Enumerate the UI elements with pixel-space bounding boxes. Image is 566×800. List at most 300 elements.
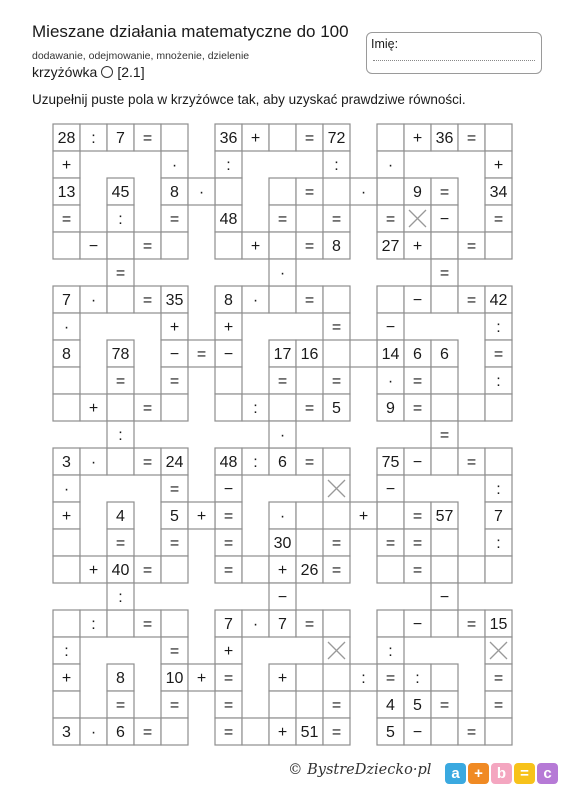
puzzle-cell-r1c1 (80, 124, 107, 151)
cell-value: = (493, 697, 504, 714)
cell-value: 48 (219, 211, 238, 228)
puzzle-cell-r1c3 (485, 205, 512, 232)
cell-value: = (169, 535, 180, 552)
puzzle-cell-r4c1 (134, 610, 161, 637)
puzzle-cell-r4c2 (215, 637, 242, 664)
puzzle-cell-r4c3[interactable] (377, 610, 404, 637)
puzzle-cell-r2c1[interactable] (53, 367, 80, 394)
cell-value: = (142, 400, 153, 417)
cell-value: − (439, 211, 450, 228)
puzzle-cell-r1c1[interactable] (53, 232, 80, 259)
cell-value: = (493, 670, 504, 687)
puzzle-cell-r4c1[interactable] (53, 691, 80, 718)
puzzle-cell-r1c3 (458, 124, 485, 151)
cell-value: + (358, 508, 369, 525)
cell-value: = (331, 373, 342, 390)
puzzle-cell-r3c3 (377, 529, 404, 556)
puzzle-cell-r3c2 (215, 475, 242, 502)
puzzle-cell-r2c3[interactable] (458, 394, 485, 421)
puzzle-cell-r4c2 (242, 610, 269, 637)
puzzle-cell-r4c1[interactable] (107, 610, 134, 637)
puzzle-cell-r1c3 (485, 151, 512, 178)
puzzle-cell-r1c2[interactable] (215, 232, 242, 259)
puzzle-cell-r1c2[interactable] (269, 178, 296, 205)
puzzle-cell-r1c2[interactable] (269, 124, 296, 151)
cell-value: : (334, 157, 339, 174)
puzzle-cell-r3c1[interactable] (107, 448, 134, 475)
puzzle-cell-r1c1[interactable] (107, 232, 134, 259)
puzzle-cell-r1c2 (323, 124, 350, 151)
cell-value: = (439, 697, 450, 714)
puzzle-cell-r2c2[interactable] (269, 286, 296, 313)
cell-value: 15 (489, 616, 508, 633)
cell-value: + (61, 670, 72, 687)
puzzle-cell-r3c1 (53, 475, 80, 502)
cell-value: · (279, 427, 286, 444)
puzzle-cell-r1c1[interactable] (161, 232, 188, 259)
cell-value: = (169, 481, 180, 498)
cell-value: 3 (62, 454, 71, 471)
cell-value: + (412, 238, 423, 255)
cell-box (296, 502, 323, 529)
puzzle-cell-r2c1 (107, 340, 134, 367)
cell-value: + (88, 400, 99, 417)
cell-value: : (361, 670, 366, 687)
puzzle-cell-r2c3 (377, 340, 404, 367)
puzzle-cell-r4c1 (53, 664, 80, 691)
cell-value: = (466, 130, 477, 147)
cell-value: = (304, 292, 315, 309)
puzzle-cell-r1c3[interactable] (485, 232, 512, 259)
cell-box (161, 610, 188, 637)
cell-value: + (250, 130, 261, 147)
cell-box (53, 529, 80, 556)
cell-value: 4 (386, 697, 395, 714)
puzzle-cell-r4c1 (107, 718, 134, 745)
cell-box (269, 178, 296, 205)
puzzle-cell-r2c3 (377, 394, 404, 421)
cell-box (485, 394, 512, 421)
puzzle-cell-r1c1 (53, 151, 80, 178)
cell-box (431, 286, 458, 313)
cell-value: = (304, 454, 315, 471)
cell-box (161, 394, 188, 421)
cell-value: + (61, 508, 72, 525)
connector-cell-v (269, 583, 296, 610)
puzzle-cell-r2c2[interactable] (323, 286, 350, 313)
puzzle-cell-r2c2 (296, 394, 323, 421)
puzzle-cell-r3c3 (404, 502, 431, 529)
puzzle-cell-r1c1[interactable] (161, 124, 188, 151)
cell-value: = (223, 562, 234, 579)
cell-value: 75 (381, 454, 400, 471)
puzzle-cell-r2c1 (53, 313, 80, 340)
puzzle-cell-r2c3 (377, 367, 404, 394)
puzzle-cell-r3c1[interactable] (53, 556, 80, 583)
cell-value: + (277, 724, 288, 741)
cell-value: · (198, 184, 205, 201)
cell-value: : (496, 535, 501, 552)
cell-value: : (253, 454, 258, 471)
cell-value: · (360, 184, 367, 201)
cell-box (53, 367, 80, 394)
puzzle-cell-r4c2[interactable] (296, 664, 323, 691)
cell-value: − (277, 589, 288, 606)
cell-value: · (90, 454, 97, 471)
cell-value: = (115, 373, 126, 390)
puzzle-cell-r3c1 (134, 556, 161, 583)
puzzle-cell-r4c3 (458, 718, 485, 745)
puzzle-cell-r2c2[interactable] (215, 367, 242, 394)
puzzle-cell-r3c3[interactable] (377, 556, 404, 583)
puzzle-cell-r4c2[interactable] (242, 718, 269, 745)
cell-value: 16 (300, 346, 319, 363)
connector-cell-v (107, 259, 134, 286)
puzzle-cell-r4c3 (458, 610, 485, 637)
cell-value: = (466, 454, 477, 471)
cell-box (377, 178, 404, 205)
cell-box (269, 394, 296, 421)
puzzle-cell-r3c3 (485, 502, 512, 529)
cell-box (431, 556, 458, 583)
puzzle-cell-r2c3[interactable] (431, 367, 458, 394)
cell-value: · (90, 292, 97, 309)
cell-value: − (412, 724, 423, 741)
cell-box (53, 556, 80, 583)
puzzle-cell-r3c1 (161, 529, 188, 556)
puzzle-cell-r1c2 (296, 178, 323, 205)
puzzle-cell-r4c2[interactable] (323, 610, 350, 637)
puzzle-cell-r4c2[interactable] (269, 691, 296, 718)
puzzle-cell-r4c3[interactable] (431, 718, 458, 745)
puzzle-cell-r2c3 (485, 340, 512, 367)
puzzle-cell-r2c3 (377, 313, 404, 340)
puzzle-cell-r3c3[interactable] (431, 556, 458, 583)
cell-box (53, 691, 80, 718)
puzzle-cell-r1c2 (215, 151, 242, 178)
cell-value: 7 (116, 130, 125, 147)
cell-value: 40 (111, 562, 130, 579)
cell-value: = (61, 211, 72, 228)
puzzle-cell-r4c1[interactable] (161, 610, 188, 637)
cell-box (485, 556, 512, 583)
cell-value: : (496, 373, 501, 390)
puzzle-cell-r1c3 (377, 205, 404, 232)
puzzle-cell-r2c2 (296, 340, 323, 367)
cell-value: = (331, 211, 342, 228)
cell-value: = (277, 211, 288, 228)
cell-value: 24 (165, 454, 184, 471)
puzzle-cell-r1c2 (296, 124, 323, 151)
puzzle-cell-r4c2 (296, 718, 323, 745)
cell-value: 5 (170, 508, 179, 525)
puzzle-cell-r4c3[interactable] (431, 664, 458, 691)
connector-cell-h (188, 502, 215, 529)
puzzle-cell-r4c2 (269, 610, 296, 637)
puzzle-cell-r3c2 (215, 529, 242, 556)
puzzle-cell-r2c3[interactable] (377, 286, 404, 313)
cell-value: = (331, 319, 342, 336)
cell-value: + (277, 670, 288, 687)
cell-box (161, 556, 188, 583)
puzzle-cell-r4c1 (80, 718, 107, 745)
puzzle-cell-r3c3[interactable] (485, 556, 512, 583)
cell-value: 17 (273, 346, 292, 363)
cell-value: = (223, 508, 234, 525)
cell-value: = (493, 346, 504, 363)
puzzle-cell-r1c3 (458, 232, 485, 259)
puzzle-cell-r1c3 (404, 124, 431, 151)
puzzle-cell-r1c2 (269, 205, 296, 232)
cell-value: 30 (273, 535, 292, 552)
puzzle-cell-r2c2[interactable] (269, 394, 296, 421)
puzzle-cell-r3c2 (269, 529, 296, 556)
cell-value: : (118, 211, 123, 228)
puzzle-cell-r2c2 (215, 340, 242, 367)
puzzle-cell-r3c3 (485, 475, 512, 502)
puzzle-cell-r4c1 (107, 664, 134, 691)
puzzle-cell-r2c1 (161, 286, 188, 313)
connector-cell-v (269, 421, 296, 448)
puzzle-cell-r1c3 (404, 232, 431, 259)
cell-value: − (385, 319, 396, 336)
cell-value: 72 (327, 130, 346, 147)
puzzle-cell-r1c1 (53, 178, 80, 205)
cell-box (242, 718, 269, 745)
cell-value: = (142, 454, 153, 471)
puzzle-cell-r4c1 (161, 691, 188, 718)
puzzle-cell-r1c3[interactable] (377, 124, 404, 151)
cell-value: 9 (413, 184, 422, 201)
puzzle-cell-r4c3 (485, 691, 512, 718)
cell-value: = (223, 535, 234, 552)
puzzle-cell-r2c2 (215, 286, 242, 313)
name-label: Imię: (371, 37, 399, 51)
puzzle-cell-r2c3 (404, 286, 431, 313)
puzzle-cell-r3c3[interactable] (485, 448, 512, 475)
puzzle-cell-r4c3[interactable] (431, 610, 458, 637)
cell-box (377, 286, 404, 313)
puzzle-cell-r1c3[interactable] (431, 232, 458, 259)
puzzle-cell-r4c2 (269, 664, 296, 691)
cell-value: 42 (489, 292, 508, 309)
cell-value: = (169, 211, 180, 228)
puzzle-cell-r1c3[interactable] (485, 124, 512, 151)
cell-value: : (91, 130, 96, 147)
puzzle-cell-r1c2[interactable] (215, 178, 242, 205)
puzzle-cell-r4c2 (215, 718, 242, 745)
cell-value: = (385, 211, 396, 228)
puzzle-cell-r2c1[interactable] (107, 286, 134, 313)
puzzle-cell-r2c3[interactable] (485, 394, 512, 421)
cell-value: = (304, 400, 315, 417)
puzzle-cell-r4c2 (215, 610, 242, 637)
cell-value: 5 (332, 400, 341, 417)
puzzle-cell-r4c2 (323, 718, 350, 745)
puzzle-cell-r2c1[interactable] (161, 394, 188, 421)
cell-box (107, 448, 134, 475)
cell-value: = (142, 292, 153, 309)
puzzle-cell-r4c2 (323, 691, 350, 718)
cell-value: − (88, 238, 99, 255)
puzzle-cell-r4c2 (215, 691, 242, 718)
cell-value: 34 (489, 184, 508, 201)
puzzle-cell-r2c2 (215, 313, 242, 340)
cell-value: = (115, 265, 126, 282)
cell-value: − (412, 454, 423, 471)
cell-box (431, 610, 458, 637)
cell-box (269, 124, 296, 151)
puzzle-cell-r2c2 (323, 394, 350, 421)
cell-box (269, 232, 296, 259)
connector-cell-h[interactable] (350, 340, 377, 367)
puzzle-cell-r3c3 (377, 475, 404, 502)
cell-box (323, 610, 350, 637)
puzzle-cell-r4c3 (377, 664, 404, 691)
puzzle-cell-r1c3 (377, 232, 404, 259)
cell-value: = (466, 616, 477, 633)
cell-value: : (118, 589, 123, 606)
puzzle-cell-r2c1[interactable] (53, 394, 80, 421)
cell-value: + (61, 157, 72, 174)
puzzle-cell-r1c2[interactable] (269, 232, 296, 259)
puzzle-cell-r3c3[interactable] (431, 529, 458, 556)
cell-value: 36 (435, 130, 454, 147)
brand-badges (445, 763, 558, 784)
cell-box (161, 232, 188, 259)
puzzle-cell-r2c3 (458, 286, 485, 313)
cell-value: 26 (300, 562, 319, 579)
cell-value: : (496, 481, 501, 498)
puzzle-cell-r3c1 (107, 502, 134, 529)
puzzle-cell-r3c3 (458, 448, 485, 475)
cell-box (350, 340, 377, 367)
puzzle-cell-r4c1[interactable] (161, 718, 188, 745)
puzzle-cell-r2c1 (107, 367, 134, 394)
cell-value: 13 (57, 184, 76, 201)
puzzle-cell-r3c2[interactable] (323, 448, 350, 475)
puzzle-cell-r3c2[interactable] (296, 502, 323, 529)
cell-value: − (412, 292, 423, 309)
puzzle-cell-r2c2[interactable] (215, 394, 242, 421)
variant-code: [2.1] (117, 64, 145, 80)
puzzle-cell-r1c2 (323, 232, 350, 259)
puzzle-cell-r1c3 (431, 124, 458, 151)
puzzle-cell-r2c2 (296, 286, 323, 313)
puzzle-cell-r2c3[interactable] (431, 394, 458, 421)
puzzle-cell-r1c1 (161, 205, 188, 232)
puzzle-cell-r1c1 (107, 178, 134, 205)
connector-cell-v (431, 583, 458, 610)
puzzle-cell-r3c3 (377, 448, 404, 475)
cell-box (377, 502, 404, 529)
puzzle-cell-r1c2 (242, 124, 269, 151)
cell-box (161, 718, 188, 745)
cell-value: = (169, 643, 180, 660)
puzzle-cell-r3c3[interactable] (431, 448, 458, 475)
puzzle-cell-r1c1 (107, 205, 134, 232)
cell-value: 27 (381, 238, 400, 255)
connector-cell-v (107, 583, 134, 610)
puzzle-cell-r2c1[interactable] (107, 394, 134, 421)
cell-value: · (63, 481, 70, 498)
puzzle-cell-r3c2 (242, 448, 269, 475)
cell-value: · (63, 319, 70, 336)
cell-box (215, 232, 242, 259)
puzzle-cell-r3c2 (269, 502, 296, 529)
puzzle-cell-r4c3 (404, 718, 431, 745)
cell-value: = (439, 265, 450, 282)
cell-value: 8 (116, 670, 125, 687)
puzzle-cell-r3c2 (323, 529, 350, 556)
puzzle-cell-r3c1 (53, 502, 80, 529)
connector-cell-h (188, 664, 215, 691)
puzzle-cell-r2c3 (404, 394, 431, 421)
cell-box (107, 610, 134, 637)
cell-box (431, 394, 458, 421)
brand-footer: © BystreDziecko·pl (288, 762, 432, 778)
cell-value: · (252, 616, 259, 633)
cell-value: 14 (381, 346, 400, 363)
puzzle-cell-r4c3 (431, 691, 458, 718)
variant-label: krzyżówka (32, 64, 98, 80)
puzzle-cell-r3c2[interactable] (242, 556, 269, 583)
puzzle-cell-r3c1[interactable] (161, 556, 188, 583)
puzzle-cell-r2c1 (161, 313, 188, 340)
puzzle-cell-r4c3 (485, 664, 512, 691)
puzzle-cell-r1c3[interactable] (377, 178, 404, 205)
cell-value: : (415, 670, 420, 687)
badge-b: b (491, 763, 512, 784)
cell-value: = (331, 724, 342, 741)
cell-value: 5 (413, 697, 422, 714)
cell-value: 48 (219, 454, 238, 471)
puzzle-cell-r3c1[interactable] (53, 529, 80, 556)
puzzle-cell-r4c2 (323, 637, 350, 664)
cell-value: 8 (224, 292, 233, 309)
puzzle-cell-r1c2 (215, 124, 242, 151)
puzzle-cell-r4c1 (161, 664, 188, 691)
puzzle-cell-r2c2 (242, 394, 269, 421)
puzzle-cell-r4c3[interactable] (485, 718, 512, 745)
puzzle-cell-r4c1 (53, 637, 80, 664)
puzzle-cell-r3c2 (296, 556, 323, 583)
cell-value: = (223, 670, 234, 687)
puzzle-cell-r3c3[interactable] (377, 502, 404, 529)
cell-box (485, 124, 512, 151)
connector-cell-v (431, 259, 458, 286)
page-subtitle: dodawanie, odejmowanie, mnożenie, dzielenie (32, 50, 250, 62)
cell-value: + (223, 319, 234, 336)
puzzle-cell-r2c2 (323, 367, 350, 394)
puzzle-cell-r2c2 (323, 313, 350, 340)
puzzle-cell-r4c1[interactable] (53, 610, 80, 637)
cell-box (485, 718, 512, 745)
badge-a: a (445, 763, 466, 784)
puzzle-cell-r3c1 (161, 448, 188, 475)
cell-value: 35 (165, 292, 184, 309)
puzzle-cell-r3c1 (107, 529, 134, 556)
puzzle-cell-r2c3[interactable] (431, 286, 458, 313)
puzzle-cell-r3c2 (323, 556, 350, 583)
puzzle-cell-r2c3 (485, 367, 512, 394)
cell-box (215, 367, 242, 394)
cell-value: = (412, 535, 423, 552)
puzzle-cell-r3c3[interactable] (458, 556, 485, 583)
puzzle-cell-r3c3 (431, 502, 458, 529)
connector-cell-h (188, 178, 215, 205)
cell-box (377, 124, 404, 151)
